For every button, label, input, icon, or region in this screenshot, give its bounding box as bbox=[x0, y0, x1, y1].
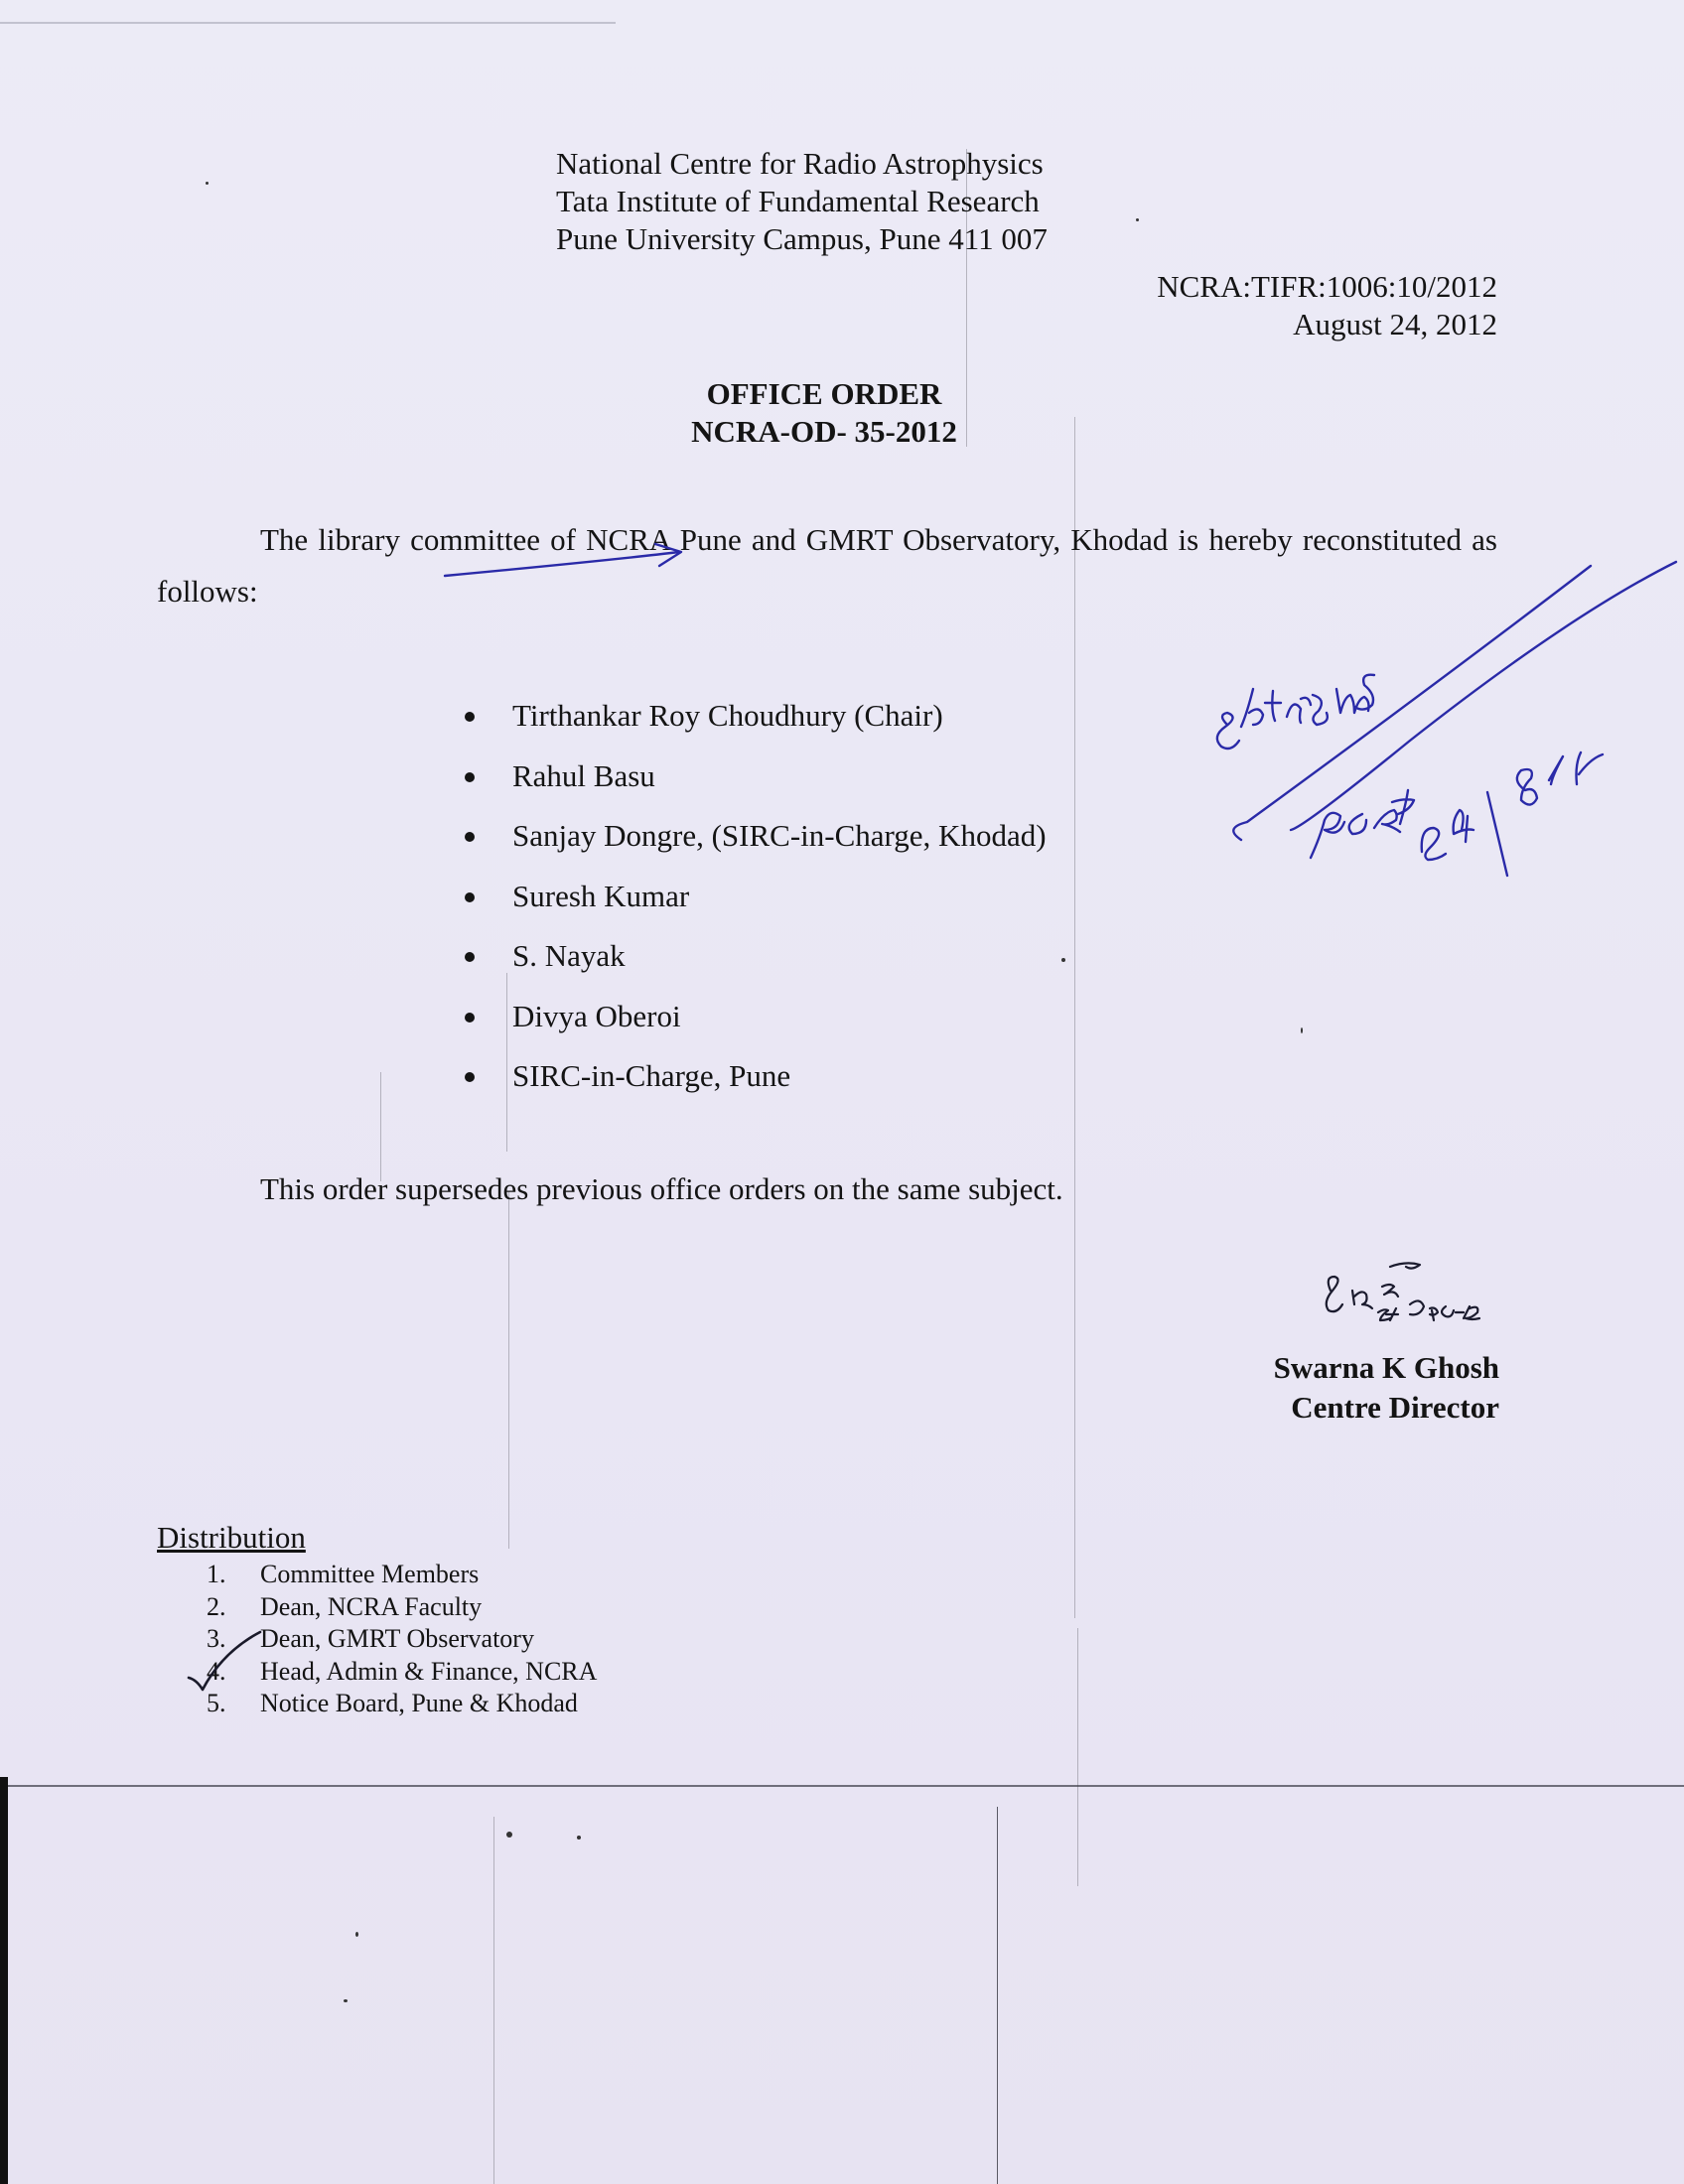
list-item: Divya Oberoi bbox=[465, 994, 1047, 1054]
distribution-number: 5. bbox=[207, 1689, 226, 1717]
list-item bbox=[207, 1559, 597, 1591]
list-item: S. Nayak bbox=[465, 933, 1047, 994]
distribution-number: 1. bbox=[207, 1560, 226, 1588]
list-item: Tirthankar Roy Choudhury (Chair) bbox=[465, 693, 1047, 753]
fold-line-right-low bbox=[1077, 1628, 1078, 1886]
list-item bbox=[207, 1688, 597, 1720]
reference-block bbox=[1157, 268, 1497, 343]
list-item bbox=[207, 1591, 597, 1624]
letterhead bbox=[556, 145, 1048, 258]
list-item: Rahul Basu bbox=[465, 753, 1047, 814]
fold-line-lower-left bbox=[493, 1817, 494, 2184]
list-item: SIRC-in-Charge, Pune bbox=[465, 1053, 1047, 1114]
signatory-name: Swarna K Ghosh bbox=[1273, 1350, 1499, 1385]
speck bbox=[577, 1836, 581, 1840]
closing-statement: This order supersedes previous office orders on the same subject. bbox=[260, 1171, 1063, 1206]
committee-member-list bbox=[465, 693, 1047, 1114]
list-item: Sanjay Dongre, (SIRC-in-Charge, Khodad) bbox=[465, 813, 1047, 874]
institution-address: Pune University Campus, Pune 411 007 bbox=[556, 221, 1048, 256]
intro-paragraph: The library committee of NCRA Pune and GMRT Observatory, Khodad is hereby reconstituted as follows: bbox=[157, 522, 1497, 609]
distribution-recipient: Notice Board, Pune & Khodad bbox=[260, 1689, 578, 1717]
speck bbox=[1136, 218, 1139, 221]
reference-number: NCRA:TIFR:1006:10/2012 bbox=[1157, 269, 1497, 304]
list-item: Suresh Kumar bbox=[465, 874, 1047, 934]
distribution-number: 4. bbox=[207, 1656, 226, 1686]
distribution-recipient: Dean, GMRT Observatory bbox=[260, 1624, 534, 1653]
distribution-number: 2. bbox=[207, 1591, 226, 1621]
order-title: OFFICE ORDER bbox=[706, 376, 942, 411]
institution-name: National Centre for Radio Astrophysics bbox=[556, 146, 1044, 181]
list-item bbox=[207, 1656, 597, 1689]
fold-line-mid bbox=[508, 1191, 509, 1549]
speck bbox=[506, 1832, 512, 1838]
distribution-list bbox=[207, 1559, 597, 1720]
speck bbox=[1301, 1027, 1303, 1033]
order-date: August 24, 2012 bbox=[1293, 307, 1497, 341]
speck bbox=[1061, 958, 1065, 962]
signatory-title: Centre Director bbox=[1291, 1390, 1499, 1425]
scan-edge-left bbox=[0, 1777, 8, 2184]
distribution-heading: Distribution bbox=[157, 1520, 306, 1555]
order-title-block bbox=[0, 375, 1648, 451]
speck bbox=[206, 182, 209, 185]
distribution-recipient: Head, Admin & Finance, NCRA bbox=[260, 1656, 598, 1686]
scan-edge-bottom bbox=[0, 1785, 1684, 1787]
scan-edge-top bbox=[0, 22, 616, 24]
speck bbox=[355, 1932, 358, 1937]
distribution-recipient: Dean, NCRA Faculty bbox=[260, 1591, 483, 1621]
fold-line-lower-center bbox=[997, 1807, 998, 2184]
order-code: NCRA-OD- 35-2012 bbox=[691, 414, 957, 449]
institute-name: Tata Institute of Fundamental Research bbox=[556, 184, 1040, 218]
speck bbox=[344, 1999, 348, 2002]
signatory-block bbox=[1274, 1348, 1499, 1428]
distribution-number: 3. bbox=[207, 1624, 226, 1653]
distribution-recipient: Committee Members bbox=[260, 1560, 480, 1588]
fold-line-small bbox=[380, 1072, 381, 1181]
list-item bbox=[207, 1623, 597, 1656]
